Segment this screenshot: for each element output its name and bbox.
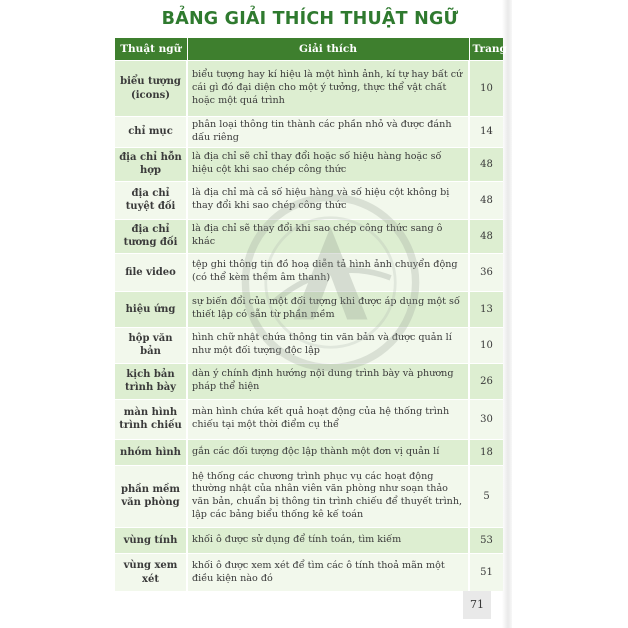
term-cell: màn hình trình chiếu: [115, 399, 187, 439]
explanation-cell: màn hình chứa kết quả hoạt động của hệ thống trình chiếu tại một thời điểm cụ thể: [187, 399, 469, 439]
explanation-cell: phân loại thông tin thành các phần nhỏ và được đánh dấu riêng: [187, 117, 469, 148]
table-row: [115, 117, 503, 148]
table-row: [115, 439, 503, 465]
page-cell: 10: [469, 61, 503, 117]
table-row: [115, 363, 503, 399]
page-cell: 48: [469, 219, 503, 253]
table-row: [115, 219, 503, 253]
page-edge: [502, 0, 512, 628]
page-cell: 36: [469, 253, 503, 291]
term-cell: hộp văn bản: [115, 327, 187, 363]
explanation-cell: sự biến đổi của một đối tượng khi được áp dụng một số thiết lập có sẵn từ phần mềm: [187, 291, 469, 327]
term-cell: hiệu ứng: [115, 291, 187, 327]
explanation-cell: tệp ghi thông tin đồ hoạ diễn tả hình ảnh chuyển động (có thể kèm thêm âm thanh): [187, 253, 469, 291]
page-cell: 53: [469, 527, 503, 553]
explanation-cell: gắn các đối tượng độc lập thành một đơn vị quản lí: [187, 439, 469, 465]
page-cell: 18: [469, 439, 503, 465]
term-cell: nhóm hình: [115, 439, 187, 465]
explanation-cell: khối ô được xem xét để tìm các ô tính thoả mãn một điều kiện nào đó: [187, 553, 469, 591]
header-page: Trang: [469, 38, 503, 61]
page-cell: 26: [469, 363, 503, 399]
explanation-cell: là địa chỉ mà cả số hiệu hàng và số hiệu cột không bị thay đổi khi sao chép công thức: [187, 181, 469, 219]
term-cell: địa chỉ tuyệt đối: [115, 181, 187, 219]
table-row: [115, 291, 503, 327]
explanation-cell: là địa chỉ sẽ chỉ thay đổi hoặc số hiệu hàng hoặc số hiệu cột khi sao chép công thức: [187, 147, 469, 181]
term-cell: biểu tượng (icons): [115, 61, 187, 117]
term-cell: địa chỉ hỗn hợp: [115, 147, 187, 181]
term-cell: file video: [115, 253, 187, 291]
table-row: [115, 327, 503, 363]
page-cell: 14: [469, 117, 503, 148]
explanation-cell: hình chữ nhật chứa thông tin văn bản và được quản lí như một đối tượng độc lập: [187, 327, 469, 363]
table-row: [115, 61, 503, 117]
page-cell: 5: [469, 465, 503, 527]
table-row: [115, 181, 503, 219]
table-row: [115, 553, 503, 591]
page-title: BẢNG GIẢI THÍCH THUẬT NGỮ: [161, 9, 459, 29]
page-cell: 48: [469, 147, 503, 181]
term-cell: phần mềm văn phòng: [115, 465, 187, 527]
table-row: [115, 253, 503, 291]
term-cell: vùng tính: [115, 527, 187, 553]
explanation-cell: khối ô được sử dụng để tính toán, tìm kiếm: [187, 527, 469, 553]
table-row: [115, 465, 503, 527]
explanation-cell: dàn ý chính định hướng nội dung trình bày và phương pháp thể hiện: [187, 363, 469, 399]
glossary-table: [115, 38, 507, 591]
explanation-cell: hệ thống các chương trình phục vụ các hoạt động thường nhật của nhân viên văn phòng như soạn thảo văn bản, chuẩn bị thông tin trình chiếu để thuyết trình, lập các bảng biểu thống kê kế toán: [187, 465, 469, 527]
explanation-cell: là địa chỉ sẽ thay đổi khi sao chép công thức sang ô khác: [187, 219, 469, 253]
term-cell: kịch bản trình bày: [115, 363, 187, 399]
term-cell: chỉ mục: [115, 117, 187, 148]
page-cell: 13: [469, 291, 503, 327]
header-term: Thuật ngữ: [115, 38, 187, 61]
page-cell: 30: [469, 399, 503, 439]
table-row: [115, 147, 503, 181]
page-cell: 51: [469, 553, 503, 591]
term-cell: vùng xem xét: [115, 553, 187, 591]
term-cell: địa chỉ tương đối: [115, 219, 187, 253]
page-number: 71: [463, 591, 491, 619]
header-explanation: Giải thích: [187, 38, 469, 61]
table-header-row: [115, 38, 503, 61]
explanation-cell: biểu tượng hay kí hiệu là một hình ảnh, kí tự hay bất cứ cái gì đó đại diện cho một ý tưởng, thực thể vật chất hoặc một quá trình: [187, 61, 469, 117]
table-row: [115, 399, 503, 439]
page-cell: 48: [469, 181, 503, 219]
page-cell: 10: [469, 327, 503, 363]
table-row: [115, 527, 503, 553]
